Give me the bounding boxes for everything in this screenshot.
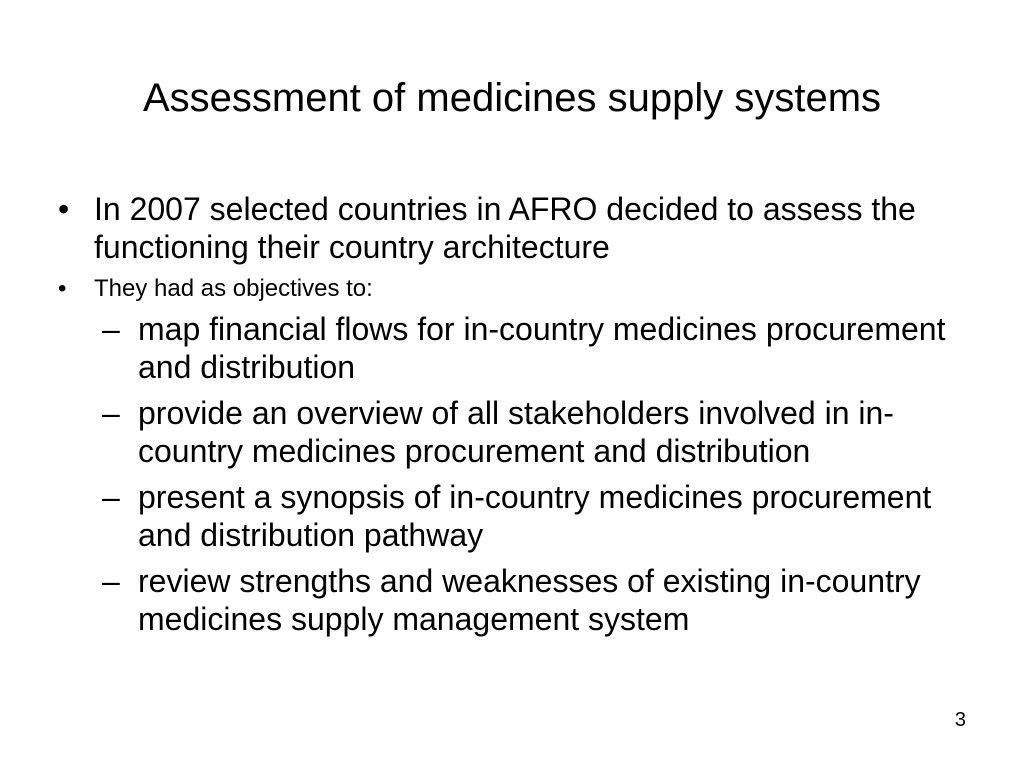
bullet-item (54, 190, 974, 266)
sub-bullet-text: present a synopsis of in-country medicines procurement and distribution pathway (138, 479, 932, 553)
bullet-item (54, 274, 974, 304)
bullet-marker: • (58, 191, 70, 227)
dash-marker: – (102, 479, 120, 515)
bullet-text: In 2007 selected countries in AFRO decided to assess the functioning their country architecture (94, 191, 916, 265)
dash-marker: – (102, 395, 120, 431)
slide-title: Assessment of medicines supply systems (142, 76, 882, 120)
sub-bullet-text: map financial flows for in-country medicines procurement and distribution (138, 311, 946, 385)
sub-bullet-item (98, 310, 974, 386)
sub-bullet-item (98, 562, 974, 638)
sub-bullet-item (98, 394, 974, 470)
bullet-text: They had as objectives to: (94, 275, 373, 302)
bullet-marker: • (58, 275, 67, 302)
dash-marker: – (102, 563, 120, 599)
slide-body (54, 190, 974, 646)
sub-bullet-text: provide an overview of all stakeholders involved in in-country medicines procurement and distribution (138, 395, 894, 469)
page-number: 3 (954, 709, 966, 731)
sub-bullet-item (98, 478, 974, 554)
dash-marker: – (102, 311, 120, 347)
sub-bullet-text: review strengths and weaknesses of existing in-country medicines supply management system (138, 563, 921, 637)
